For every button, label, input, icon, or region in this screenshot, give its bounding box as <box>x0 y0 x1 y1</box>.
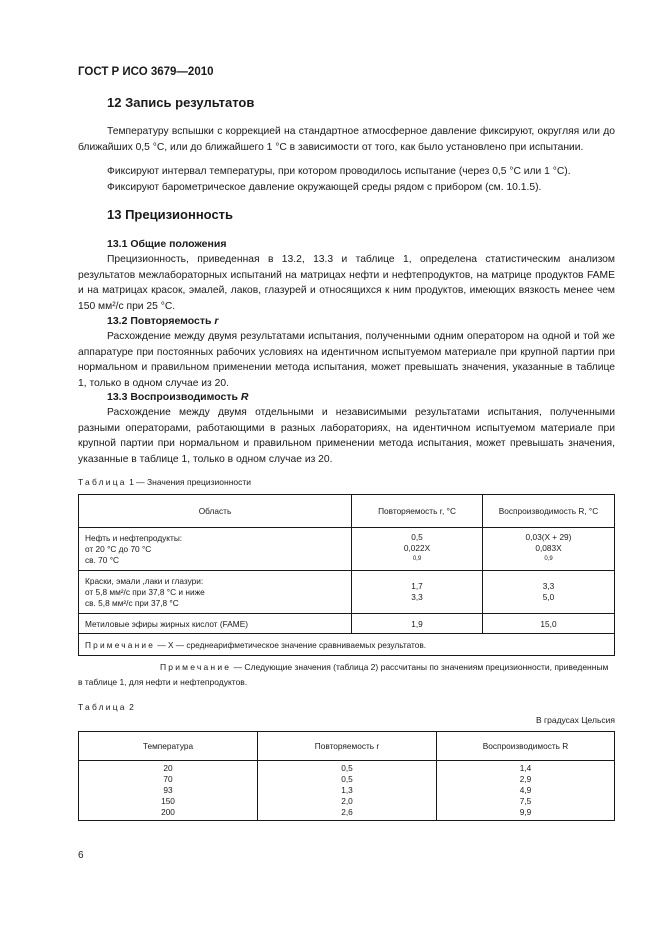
repeatability-value: 2,0 <box>341 796 353 806</box>
section-13-1-paragraph: Прецизионность, приведенная в 13.2, 13.3 и таблице 1, определена статистическим анализом результатов межлабораторных испытаний на матрицах нефти и нефтепродуктов, на матрице продуктов FAME и на матрицах красок, эмалей, лаков, глазурей и относящихся к ним продуктов, имеющих вязкость менее чем 150 мм²/с при 25 °С. <box>78 254 615 312</box>
reproducibility-value: 9,9 <box>519 807 532 817</box>
table-row <box>79 528 615 571</box>
value-line: 0,5 <box>411 531 423 542</box>
document-header: ГОСТ Р ИСО 3679—2010 <box>78 66 214 78</box>
table-1-header-area: Область <box>79 495 352 528</box>
table-2-header-reproducibility: Воспроизводимость R <box>437 732 615 761</box>
repeatability-value: 0,5 <box>341 774 353 784</box>
units-label: В градусах Цельсия <box>535 715 615 725</box>
reproducibility-value: 7,5 <box>519 796 532 806</box>
value-line: 5,0 <box>542 592 555 602</box>
reproducibility-value: 2,9 <box>519 774 532 784</box>
table-1-row-3-repeatability: 1,9 <box>352 614 483 634</box>
table-1-caption <box>78 477 251 487</box>
table-1-header-row <box>79 495 615 528</box>
note-after-table-1 <box>78 660 615 690</box>
section-12-paragraph-1: Температуру вспышки с коррекцией на стандартное атмосферное давление фиксируют, округляя или до ближайших 0,5 °С, или до ближайшего 1 °С в зависимости от того, как было установлено при испытании. <box>78 126 615 153</box>
temperature-column <box>79 761 258 821</box>
note-text: — Следующие значения (таблица 2) рассчитаны по значениям прецизионности, приведенным в таблице 1, для нефти и нефтепродуктов. <box>78 662 609 687</box>
table-row <box>79 614 615 634</box>
reproducibility-column <box>437 761 615 821</box>
section-13-3-title <box>107 391 248 403</box>
exponent: 0,9 <box>412 555 422 562</box>
section-13-2-paragraph: Расхождение между двумя результатами испытания, полученными одним оператором на одной и той же аппаратуре при постоянных рабочих условиях на идентичном испытуемом материале при крупной партии при нормальном и правильном применении метода испытания, может превышать значения, указанные в таблице 1, только в одном случае из 20. <box>78 331 615 389</box>
section-13-3-label: 13.3 Воспроизводимость <box>107 391 238 403</box>
table-1-header-repeatability: Повторяемость r, °С <box>352 495 483 528</box>
formula-value: 0,022X <box>403 542 431 553</box>
table-1-caption-text: 1 — Значения прецизионности <box>126 477 252 487</box>
exponent: 0,9 <box>544 555 553 562</box>
table-1-row-1-area <box>79 528 352 571</box>
repeatability-symbol: r <box>214 315 219 327</box>
temperature-value: 70 <box>163 774 173 784</box>
area-line: св. 70 °С <box>85 554 120 565</box>
section-12-title: 12 Запись результатов <box>107 95 255 110</box>
table-1-header-reproducibility: Воспроизводимость R, °С <box>483 495 615 528</box>
table-2-header-repeatability: Повторяемость r <box>258 732 437 761</box>
section-12-paragraph-3: Фиксируют барометрическое давление окружающей среды рядом с прибором (см. 10.1.5). <box>107 182 542 193</box>
reproducibility-value: 1,4 <box>519 763 532 773</box>
value-line <box>358 543 476 567</box>
note-word: Примечание <box>160 662 232 672</box>
table-1-caption-word: Таблица <box>78 477 127 487</box>
table-1-row-3-area: Метиловые эфиры жирных кислот (FAME) <box>79 614 352 634</box>
table-1-row-1-repeatability <box>352 528 483 571</box>
table-1-note <box>79 634 615 656</box>
table-row <box>79 571 615 614</box>
calculated-values-table <box>78 731 615 821</box>
section-13-title: 13 Прецизионность <box>107 207 234 222</box>
section-13-2-title <box>107 315 219 327</box>
repeatability-value: 2,6 <box>341 807 353 817</box>
section-13-2-label: 13.2 Повторяемость <box>107 315 212 327</box>
table-1-row-2-repeatability <box>352 571 483 614</box>
note-word: Примечание <box>85 639 156 650</box>
section-12-paragraph-2: Фиксируют интервал температуры, при котором проводилось испытание (через 0,5 °С или 1 °С). <box>107 166 571 177</box>
table-1-row-2-area <box>79 571 352 614</box>
page-number: 6 <box>78 850 84 861</box>
area-line: от 5,8 мм²/с при 37,8 °С и ниже <box>85 586 205 597</box>
value-line: 0,03(X + 29) <box>525 531 572 542</box>
note-text: — X — среднеарифметическое значение сравниваемых результатов. <box>155 639 427 650</box>
temperature-value: 93 <box>163 785 173 795</box>
section-13-1-title: 13.1 Общие положения <box>107 238 227 250</box>
table-2-body-row <box>79 761 615 821</box>
repeatability-value: 1,3 <box>341 785 353 795</box>
value-line <box>489 543 608 567</box>
table-2-caption <box>78 702 134 712</box>
section-13-3-paragraph: Расхождение между двумя отдельными и независимыми результатами испытания, полученными разными операторами, работающими в разных лабораториях, на идентичном испытуемом материале при крупной партии при нормальном и правильном применении метода испытания, может превышать значения, указанные в таблице 1, только в одном случае из 20. <box>78 407 615 465</box>
temperature-value: 150 <box>161 796 175 806</box>
area-line: Краски, эмали ,лаки и глазури: <box>85 575 204 586</box>
precision-table <box>78 494 615 656</box>
repeatability-value: 0,5 <box>341 763 353 773</box>
formula-value: 0,083X <box>535 542 562 553</box>
reproducibility-symbol: R <box>240 391 249 403</box>
value-line: 1,7 <box>411 581 423 591</box>
table-1-note-row <box>79 634 615 656</box>
value-line: 3,3 <box>411 592 423 602</box>
table-1-row-2-reproducibility <box>483 571 615 614</box>
area-line: св. 5,8 мм²/с при 37,8 °С <box>85 597 179 608</box>
table-2-caption-text: 2 <box>126 702 134 712</box>
table-2-header-row <box>79 732 615 761</box>
table-1-row-3-reproducibility: 15,0 <box>483 614 615 634</box>
table-1-row-1-reproducibility <box>483 528 615 571</box>
temperature-value: 200 <box>161 807 175 817</box>
temperature-value: 20 <box>163 763 173 773</box>
value-line: 3,3 <box>542 581 555 591</box>
table-2-caption-word: Таблица <box>78 702 127 712</box>
area-line: от 20 °С до 70 °С <box>85 543 152 554</box>
table-2-header-temperature: Температура <box>79 732 258 761</box>
reproducibility-value: 4,9 <box>519 785 532 795</box>
repeatability-column <box>258 761 437 821</box>
area-line: Нефть и нефтепродукты: <box>85 532 183 543</box>
